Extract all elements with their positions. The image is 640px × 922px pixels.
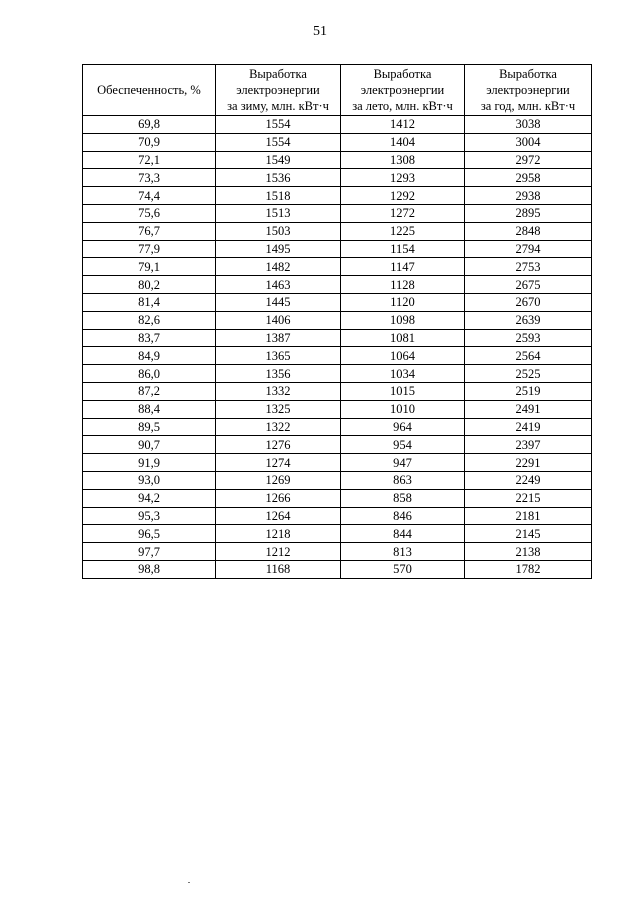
- security-cell: 87,2: [83, 382, 216, 400]
- table-row: [83, 258, 592, 276]
- header-security: [83, 65, 216, 116]
- table-row: [83, 454, 592, 472]
- summer-cell: 846: [341, 507, 465, 525]
- security-cell: 81,4: [83, 293, 216, 311]
- year-cell: 2419: [465, 418, 592, 436]
- header-summer-line-3: за лето, млн. кВт·ч: [352, 99, 453, 113]
- year-cell: 2138: [465, 543, 592, 561]
- winter-cell: 1445: [216, 293, 341, 311]
- winter-cell: 1518: [216, 187, 341, 205]
- table-header: [83, 65, 592, 116]
- table-row: [83, 311, 592, 329]
- header-year: [465, 65, 592, 116]
- security-cell: 95,3: [83, 507, 216, 525]
- summer-cell: 1064: [341, 347, 465, 365]
- winter-cell: 1387: [216, 329, 341, 347]
- table-row: [83, 525, 592, 543]
- year-cell: 2491: [465, 400, 592, 418]
- table-row: [83, 187, 592, 205]
- security-cell: 74,4: [83, 187, 216, 205]
- table-row: [83, 293, 592, 311]
- year-cell: 2249: [465, 471, 592, 489]
- header-winter-line-1: Выработка: [249, 67, 307, 81]
- security-cell: 75,6: [83, 204, 216, 222]
- page-number: 51: [313, 24, 327, 39]
- winter-cell: 1322: [216, 418, 341, 436]
- table-row: [83, 436, 592, 454]
- summer-cell: 1272: [341, 204, 465, 222]
- table-row: [83, 507, 592, 525]
- year-cell: 2670: [465, 293, 592, 311]
- header-row: [83, 65, 592, 116]
- summer-cell: 1225: [341, 222, 465, 240]
- header-summer-line-2: электроэнергии: [360, 83, 445, 97]
- winter-cell: 1325: [216, 400, 341, 418]
- security-cell: 83,7: [83, 329, 216, 347]
- summer-cell: 964: [341, 418, 465, 436]
- security-cell: 73,3: [83, 169, 216, 187]
- year-cell: 2291: [465, 454, 592, 472]
- summer-cell: 844: [341, 525, 465, 543]
- winter-cell: 1482: [216, 258, 341, 276]
- table-row: [83, 365, 592, 383]
- table-row: [83, 489, 592, 507]
- summer-cell: 570: [341, 560, 465, 578]
- generation-table: [82, 64, 592, 579]
- table-row: [83, 560, 592, 578]
- winter-cell: 1276: [216, 436, 341, 454]
- header-year-line-2: электроэнергии: [486, 83, 570, 97]
- summer-cell: 1010: [341, 400, 465, 418]
- header-summer: [341, 65, 465, 116]
- table-row: [83, 329, 592, 347]
- winter-cell: 1218: [216, 525, 341, 543]
- summer-cell: 1412: [341, 116, 465, 134]
- summer-cell: 813: [341, 543, 465, 561]
- winter-cell: 1406: [216, 311, 341, 329]
- table-row: [83, 400, 592, 418]
- header-year-line-1: Выработка: [499, 67, 557, 81]
- security-cell: 69,8: [83, 116, 216, 134]
- year-cell: 2593: [465, 329, 592, 347]
- year-cell: 2794: [465, 240, 592, 258]
- header-winter-line-2: электроэнергии: [236, 83, 320, 97]
- table-row: [83, 204, 592, 222]
- summer-cell: 1081: [341, 329, 465, 347]
- winter-cell: 1274: [216, 454, 341, 472]
- winter-cell: 1212: [216, 543, 341, 561]
- summer-cell: 1293: [341, 169, 465, 187]
- table-body: [83, 116, 592, 579]
- table-row: [83, 240, 592, 258]
- table-row: [83, 418, 592, 436]
- year-cell: 2181: [465, 507, 592, 525]
- summer-cell: 1404: [341, 133, 465, 151]
- security-cell: 97,7: [83, 543, 216, 561]
- winter-cell: 1549: [216, 151, 341, 169]
- table-row: [83, 133, 592, 151]
- security-cell: 70,9: [83, 133, 216, 151]
- security-cell: 82,6: [83, 311, 216, 329]
- security-cell: 98,8: [83, 560, 216, 578]
- year-cell: 2895: [465, 204, 592, 222]
- table-row: [83, 222, 592, 240]
- security-cell: 72,1: [83, 151, 216, 169]
- security-cell: 89,5: [83, 418, 216, 436]
- summer-cell: 863: [341, 471, 465, 489]
- table-row: [83, 151, 592, 169]
- winter-cell: 1513: [216, 204, 341, 222]
- summer-cell: 1098: [341, 311, 465, 329]
- winter-cell: 1269: [216, 471, 341, 489]
- winter-cell: 1536: [216, 169, 341, 187]
- year-cell: 2938: [465, 187, 592, 205]
- summer-cell: 954: [341, 436, 465, 454]
- security-cell: 77,9: [83, 240, 216, 258]
- year-cell: 1782: [465, 560, 592, 578]
- summer-cell: 1128: [341, 276, 465, 294]
- summer-cell: 1034: [341, 365, 465, 383]
- summer-cell: 1308: [341, 151, 465, 169]
- summer-cell: 1015: [341, 382, 465, 400]
- year-cell: 2564: [465, 347, 592, 365]
- winter-cell: 1266: [216, 489, 341, 507]
- year-cell: 2753: [465, 258, 592, 276]
- security-cell: 84,9: [83, 347, 216, 365]
- table-row: [83, 471, 592, 489]
- year-cell: 2958: [465, 169, 592, 187]
- table-row: [83, 116, 592, 134]
- year-cell: 2848: [465, 222, 592, 240]
- table-row: [83, 382, 592, 400]
- header-security-line: Обеспеченность, %: [97, 83, 201, 97]
- winter-cell: 1365: [216, 347, 341, 365]
- year-cell: 3038: [465, 116, 592, 134]
- header-year-line-3: за год, млн. кВт·ч: [480, 99, 576, 113]
- header-winter-line-3: за зиму, млн. кВт·ч: [227, 99, 329, 113]
- security-cell: 79,1: [83, 258, 216, 276]
- table-row: [83, 543, 592, 561]
- year-cell: 2972: [465, 151, 592, 169]
- table-row: [83, 276, 592, 294]
- security-cell: 76,7: [83, 222, 216, 240]
- summer-cell: 1120: [341, 293, 465, 311]
- year-cell: 2215: [465, 489, 592, 507]
- summer-cell: 1147: [341, 258, 465, 276]
- year-cell: 2525: [465, 365, 592, 383]
- security-cell: 90,7: [83, 436, 216, 454]
- year-cell: 2397: [465, 436, 592, 454]
- summer-cell: 1292: [341, 187, 465, 205]
- security-cell: 94,2: [83, 489, 216, 507]
- winter-cell: 1554: [216, 133, 341, 151]
- security-cell: 91,9: [83, 454, 216, 472]
- security-cell: 86,0: [83, 365, 216, 383]
- header-summer-line-1: Выработка: [373, 67, 432, 81]
- year-cell: 2675: [465, 276, 592, 294]
- winter-cell: 1264: [216, 507, 341, 525]
- summer-cell: 947: [341, 454, 465, 472]
- year-cell: 2145: [465, 525, 592, 543]
- security-cell: 93,0: [83, 471, 216, 489]
- scan-dot: [188, 882, 190, 883]
- security-cell: 88,4: [83, 400, 216, 418]
- security-cell: 80,2: [83, 276, 216, 294]
- winter-cell: 1168: [216, 560, 341, 578]
- year-cell: 2519: [465, 382, 592, 400]
- summer-cell: 858: [341, 489, 465, 507]
- summer-cell: 1154: [341, 240, 465, 258]
- winter-cell: 1463: [216, 276, 341, 294]
- security-cell: 96,5: [83, 525, 216, 543]
- winter-cell: 1554: [216, 116, 341, 134]
- year-cell: 2639: [465, 311, 592, 329]
- table-row: [83, 347, 592, 365]
- winter-cell: 1503: [216, 222, 341, 240]
- table-row: [83, 169, 592, 187]
- year-cell: 3004: [465, 133, 592, 151]
- winter-cell: 1356: [216, 365, 341, 383]
- header-winter: [216, 65, 341, 116]
- winter-cell: 1332: [216, 382, 341, 400]
- winter-cell: 1495: [216, 240, 341, 258]
